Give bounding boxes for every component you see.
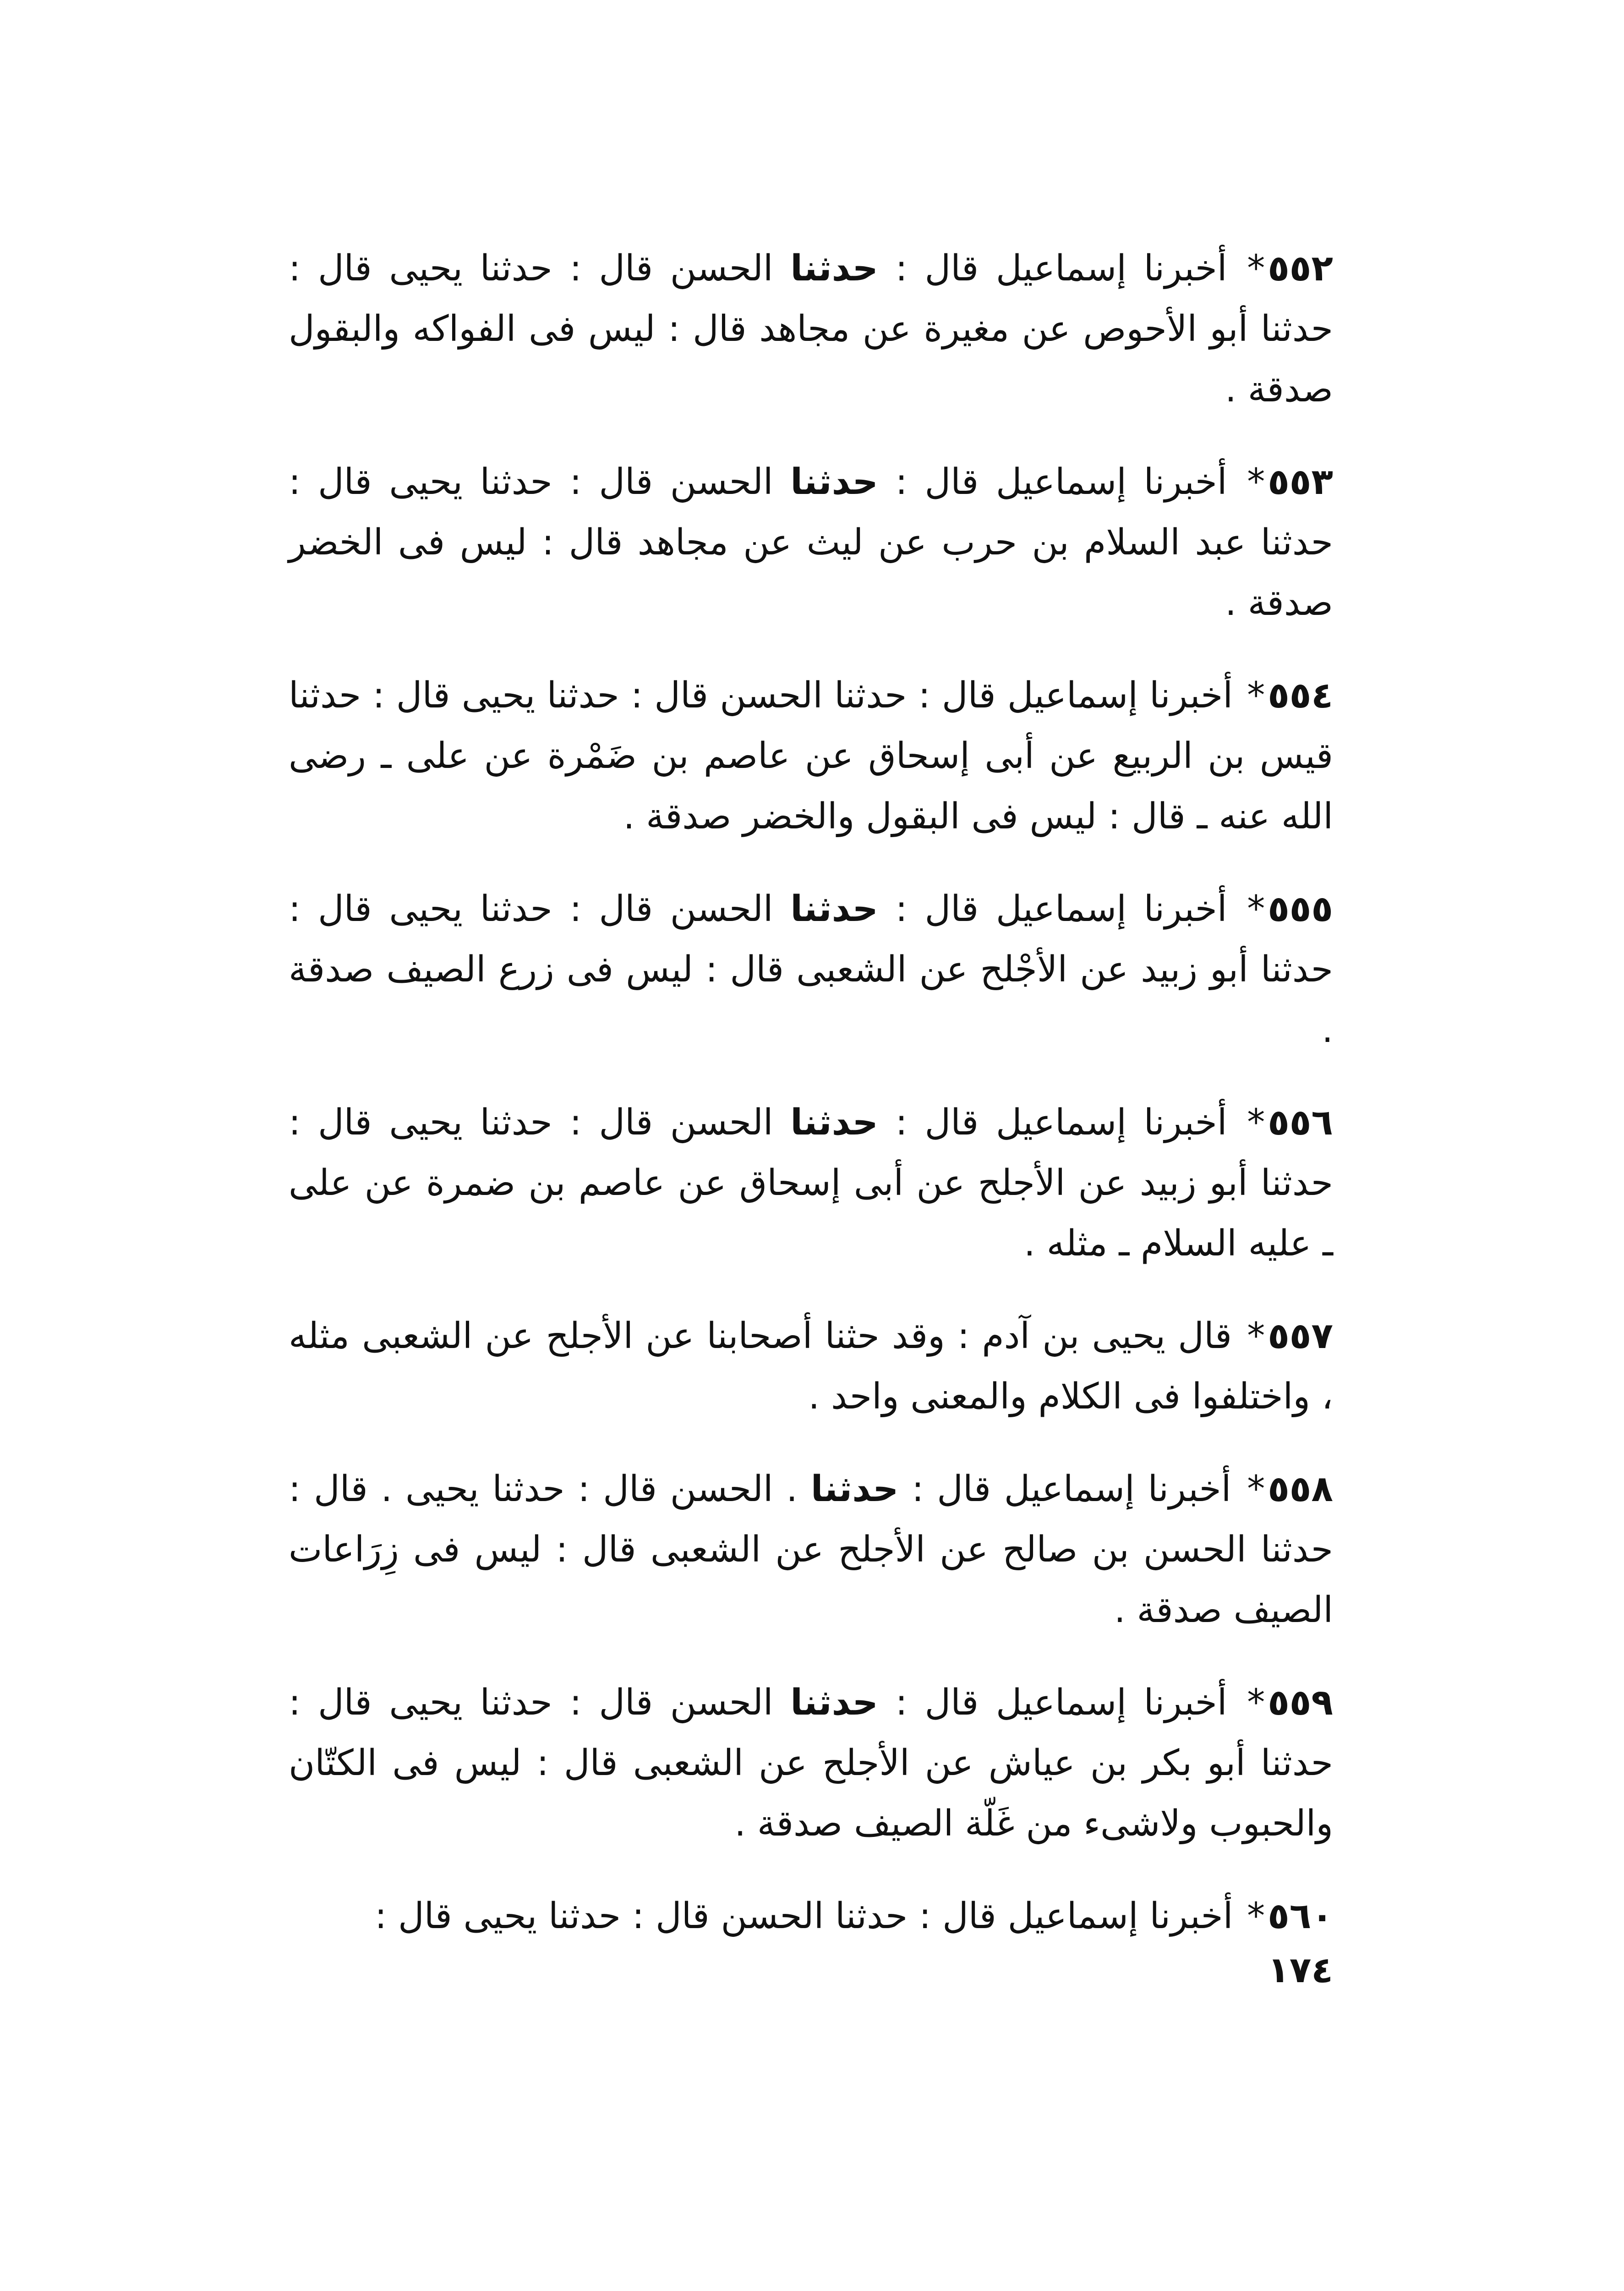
hadith-556 [289, 1092, 1333, 1274]
hadith-text-bold: حدثنا [790, 1682, 878, 1723]
hadith-text: الحسن قال : حدثنا يحيى قال : حدثنا عبد السلام بن حرب عن ليث عن مجاهد قال : ليس فى الخضر صدقة . [289, 461, 1333, 624]
hadith-text-bold: حدثنا [790, 461, 878, 503]
hadith-text-bold: حدثنا [810, 1469, 899, 1510]
hadith-558 [289, 1459, 1333, 1640]
hadith-number: ٥٦٠ [1268, 1896, 1333, 1937]
hadith-marker: * [1247, 1469, 1265, 1510]
hadith-number: ٥٥٢ [1268, 248, 1334, 289]
hadith-text: الحسن قال : حدثنا يحيى قال : حدثنا أبو زبيد عن الأجلح عن أبى إسحاق عن عاصم بن ضمرة عن على ـ عليه السلام ـ مثله . [289, 1102, 1333, 1264]
hadith-text: الحسن قال : حدثنا يحيى قال : حدثنا أبو الأحوص عن مغيرة عن مجاهد قال : ليس فى الفواكه والبقول صدقة . [289, 248, 1333, 410]
hadith-555 [289, 879, 1333, 1060]
hadith-text-bold: حدثنا [790, 248, 878, 289]
hadith-text-bold: حدثنا [790, 888, 878, 930]
hadith-number: ٥٥٦ [1268, 1102, 1334, 1143]
hadith-552 [289, 238, 1333, 420]
hadith-text-pre: أخبرنا إسماعيل قال : [895, 461, 1227, 503]
hadith-text: . الحسن قال : حدثنا يحيى . قال : حدثنا الحسن بن صالح عن الأجلح عن الشعبى قال : ليس فى زِرَاعات الصيف صدقة . [289, 1469, 1333, 1631]
hadith-text: أخبرنا إسماعيل قال : حدثنا الحسن قال : حدثنا يحيى قال : [374, 1896, 1233, 1937]
hadith-marker: * [1247, 1682, 1265, 1723]
hadith-text: قال يحيى بن آدم : وقد حثنا أصحابنا عن الأجلح عن الشعبى مثله ، واختلفوا فى الكلام والمعنى واحد . [289, 1315, 1333, 1417]
hadith-marker: * [1247, 461, 1265, 503]
hadith-557 [289, 1306, 1333, 1427]
hadith-number: ٥٥٥ [1268, 888, 1334, 930]
hadith-text-pre: أخبرنا إسماعيل قال : [895, 1682, 1227, 1723]
hadith-text-bold: حدثنا [790, 1102, 878, 1143]
hadith-553 [289, 452, 1333, 633]
hadith-text-pre: أخبرنا إسماعيل قال : [895, 1102, 1227, 1143]
hadith-number: ٥٥٣ [1268, 461, 1334, 503]
hadith-number: ٥٥٨ [1268, 1469, 1334, 1510]
page-body [289, 238, 1333, 1946]
hadith-marker: * [1247, 1896, 1265, 1937]
hadith-number: ٥٥٩ [1268, 1682, 1334, 1723]
hadith-number: ٥٥٤ [1268, 675, 1334, 716]
hadith-marker: * [1247, 675, 1265, 716]
hadith-text: أخبرنا إسماعيل قال : حدثنا الحسن قال : حدثنا يحيى قال : حدثنا قيس بن الربيع عن أبى إسحاق عن عاصم بن ضَمْرة عن على ـ رضى الله عنه ـ قال : ليس فى البقول والخضر صدقة . [289, 675, 1333, 837]
hadith-text-pre: أخبرنا إسماعيل قال : [912, 1469, 1231, 1510]
page-number: ١٧٤ [1268, 1950, 1333, 1991]
hadith-text-pre: أخبرنا إسماعيل قال : [895, 248, 1227, 289]
hadith-559 [289, 1672, 1333, 1854]
hadith-number: ٥٥٧ [1268, 1315, 1334, 1357]
hadith-text: الحسن قال : حدثنا يحيى قال : حدثنا أبو زبيد عن الأجْلح عن الشعبى قال : ليس فى زرع الصيف صدقة . [289, 888, 1333, 1051]
hadith-text: الحسن قال : حدثنا يحيى قال : حدثنا أبو بكر بن عياش عن الأجلح عن الشعبى قال : ليس فى الكتّان والحبوب ولاشىء من غَلّة الصيف صدقة . [289, 1682, 1333, 1844]
hadith-marker: * [1247, 248, 1265, 289]
hadith-554 [289, 665, 1333, 847]
hadith-marker: * [1247, 888, 1265, 930]
hadith-marker: * [1247, 1315, 1265, 1357]
hadith-marker: * [1247, 1102, 1265, 1143]
hadith-560 [289, 1886, 1333, 1946]
hadith-text-pre: أخبرنا إسماعيل قال : [895, 888, 1227, 930]
